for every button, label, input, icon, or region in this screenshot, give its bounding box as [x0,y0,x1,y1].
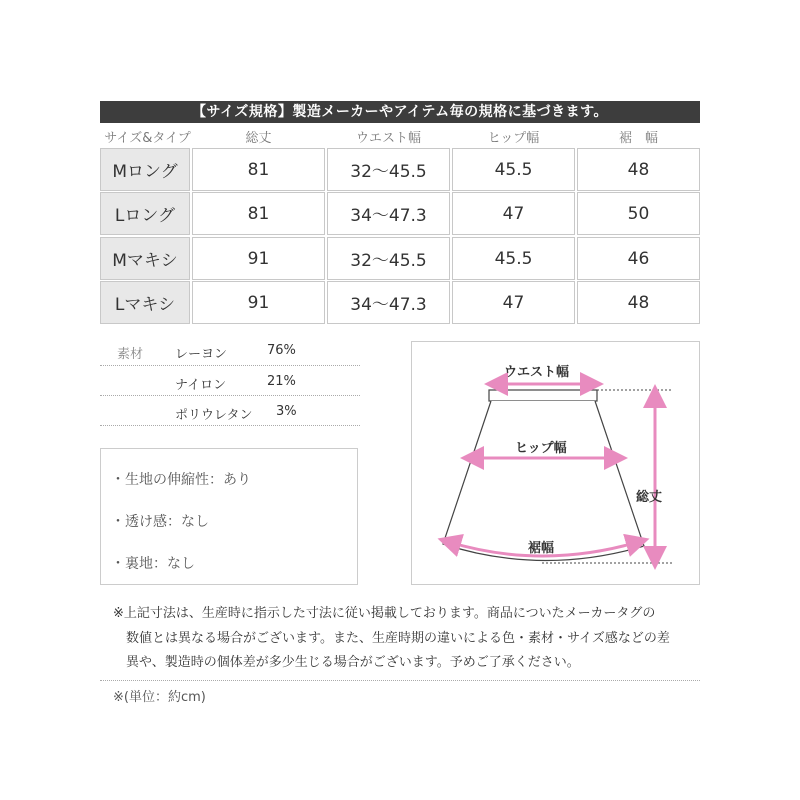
hem-cell: 46 [577,237,700,280]
note-lining: ・裏地：なし [111,556,195,572]
footnote-line: 異や、製造時の個体差が多少生じる場合がございます。予めご了承ください。 [126,655,580,670]
size-cell: Mロング [100,148,190,191]
material-name: ポリウレタン [175,408,253,423]
hem-cell: 48 [577,281,700,324]
fabric-notes-box [100,448,358,585]
length-label: 総丈 [636,490,663,505]
divider [100,425,360,426]
waist-label: ウエスト幅 [504,365,570,380]
material-label: 素材 [117,347,144,362]
column-header: 総丈 [245,131,272,146]
length-cell: 91 [192,281,325,324]
material-pct: 76% [267,343,296,358]
hem-cell: 50 [577,192,700,235]
divider [100,365,360,366]
table-row [100,237,700,280]
waist-cell: 32〜45.5 [327,237,450,280]
size-table-header: 【サイズ規格】製造メーカーやアイテム毎の規格に基づきます。 [100,101,700,123]
size-cell: Lロング [100,192,190,235]
hem-cell: 48 [577,148,700,191]
hip-label: ヒップ幅 [515,441,567,456]
hip-cell: 47 [452,192,575,235]
note-sheerness: ・透け感：なし [111,514,209,530]
footnote-line: ※上記寸法は、生産時に指示した寸法に従い掲載しております。商品についたメーカータグの [113,606,656,621]
size-cell: Lマキシ [100,281,190,324]
table-row [100,148,700,191]
material-pct: 3% [276,404,297,419]
footnote-line: 数値とは異なる場合がございます。また、生産時期の違いによる色・素材・サイズ感などの差 [126,631,670,646]
material-name: ナイロン [175,378,227,393]
length-cell: 91 [192,237,325,280]
size-cell: Mマキシ [100,237,190,280]
waistband-shape [489,390,597,401]
waist-cell: 32〜45.5 [327,148,450,191]
table-row [100,281,700,324]
material-name: レーヨン [175,347,228,362]
hip-cell: 47 [452,281,575,324]
column-header: 裾 幅 [618,131,658,146]
table-row [100,192,700,235]
column-header: サイズ&タイプ [104,131,191,146]
length-cell: 81 [192,192,325,235]
waist-cell: 34〜47.3 [327,281,450,324]
note-stretch: ・生地の伸縮性：あり [111,472,251,488]
material-pct: 21% [267,374,296,389]
hip-cell: 45.5 [452,237,575,280]
skirt-diagram [411,341,700,585]
hip-cell: 45.5 [452,148,575,191]
column-header: ウエスト幅 [355,131,421,146]
hem-label: 裾幅 [528,541,555,556]
waist-cell: 34〜47.3 [327,192,450,235]
divider [100,395,360,396]
divider [100,680,700,681]
length-cell: 81 [192,148,325,191]
column-header: ヒップ幅 [487,131,540,146]
unit-note: ※(単位：約cm) [113,690,206,705]
